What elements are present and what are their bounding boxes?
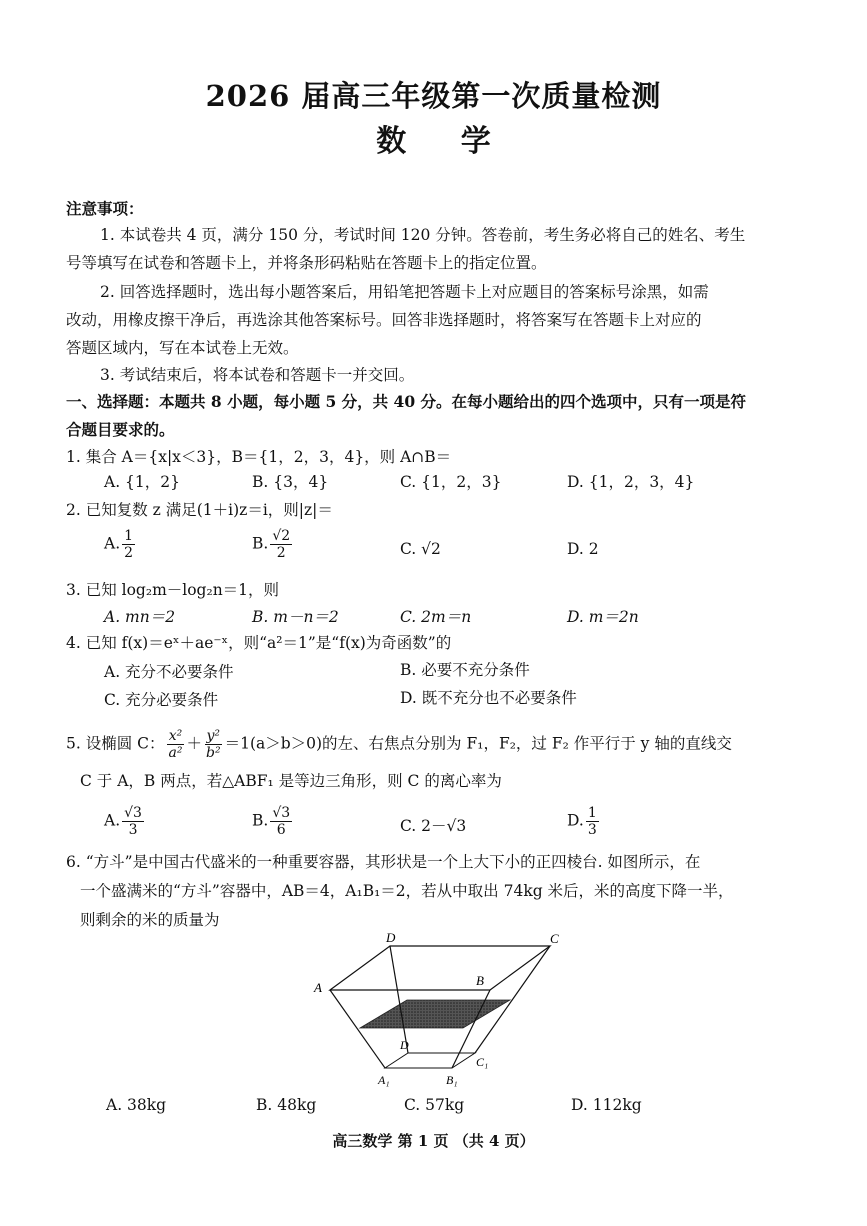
q3-stem: 3. 已知 log₂m－log₂n＝1，则	[66, 581, 280, 599]
notice-p3: 3. 考试结束后，将本试卷和答题卡一并交回。	[100, 366, 415, 384]
q5-y-den: b²	[206, 745, 221, 761]
q5-a-num: √3	[124, 805, 142, 821]
q6-option-d: D. 112kg	[571, 1096, 642, 1114]
notice-p2b: 改动，用橡皮擦干净后，再选涂其他答案标号。回答非选择题时，将答案写在答题卡上对应的	[66, 311, 702, 329]
edge-aa1	[330, 990, 385, 1068]
subject-title: 数 学	[376, 124, 513, 159]
q2-a-label: A.	[104, 534, 121, 553]
q5-y-fraction	[204, 728, 223, 761]
q2-b-fraction	[270, 528, 292, 561]
label-a: A	[314, 980, 322, 995]
q5-d-num: 1	[587, 805, 597, 821]
q5-plus: ＋	[186, 734, 202, 753]
q5-stem-line1	[66, 728, 806, 761]
q4-option-a: A. 充分不必要条件	[104, 663, 234, 681]
label-d1: D	[400, 1038, 409, 1052]
q5-x-num: x²	[168, 728, 183, 744]
q2-a-fraction	[122, 528, 135, 561]
q4-option-d: D. 既不充分也不必要条件	[400, 689, 577, 707]
q2-b-label: B.	[252, 534, 269, 553]
q5-b-den: 6	[276, 822, 286, 838]
q6-option-c: C. 57kg	[404, 1096, 465, 1114]
q6-option-a: A. 38kg	[106, 1096, 167, 1114]
q5-stem-a: 5. 设椭圆 C：	[66, 734, 165, 753]
q1-stem: 1. 集合 A＝{x|x＜3}，B＝{1，2，3，4}，则 A∩B＝	[66, 448, 452, 466]
label-a1: A₁	[378, 1073, 390, 1087]
q5-d-label: D.	[567, 811, 584, 830]
q2-b-num: √2	[272, 528, 291, 544]
rice-surface	[360, 1000, 510, 1028]
q5-option-a	[104, 805, 146, 838]
label-b: B	[476, 973, 484, 988]
q5-d-fraction	[586, 805, 599, 838]
q5-a-label: A.	[104, 811, 121, 830]
q5-a-den: 3	[128, 822, 138, 838]
q4-stem: 4. 已知 f(x)＝eˣ＋ae⁻ˣ，则“a²＝1”是“f(x)为奇函数”的	[66, 634, 452, 652]
edge-cc1	[475, 946, 550, 1053]
q5-option-d	[567, 805, 601, 838]
q4-option-c: C. 充分必要条件	[104, 691, 219, 709]
q5-x-fraction	[167, 728, 185, 761]
label-c1: C₁	[476, 1055, 489, 1069]
q6-stem-a: 6. “方斗”是中国古代盛米的一种重要容器，其形状是一个上大下小的正四棱台. 如图所示，在	[66, 853, 701, 871]
q3-option-c: C. 2m＝n	[400, 608, 472, 626]
q2-option-a	[104, 528, 137, 561]
notice-p2a: 2. 回答选择题时，选出每小题答案后，用铅笔把答题卡上对应题目的答案标号涂黑，如需	[100, 283, 709, 301]
q3-option-a: A. mn＝2	[104, 608, 176, 626]
section1-heading-b: 合题目要求的。	[66, 420, 175, 439]
frustum-top-face	[330, 946, 550, 990]
q2-a-den: 2	[124, 545, 134, 561]
q5-y-num: y²	[206, 728, 221, 744]
label-c: C	[550, 931, 559, 946]
q6-stem-b: 一个盛满米的“方斗”容器中，AB＝4，A₁B₁＝2，若从中取出 74kg 米后，米的高度下降一半，	[80, 882, 734, 900]
q2-option-b	[252, 528, 294, 561]
exam-title: 2026 届高三年级第一次质量检测	[205, 79, 662, 113]
q2-stem: 2. 已知复数 z 满足(1＋i)z＝i，则|z|＝	[66, 501, 333, 519]
edge-dd1	[390, 946, 408, 1053]
notice-p2c: 答题区域内，写在本试卷上无效。	[66, 339, 299, 357]
q5-d-den: 3	[587, 822, 597, 838]
section1-heading-a: 一、选择题：本题共 8 小题，每小题 5 分，共 40 分。在每小题给出的四个选项中，只有一项是符	[66, 392, 747, 411]
notice-p1b: 号等填写在试卷和答题卡上，并将条形码粘贴在答题卡上的指定位置。	[66, 254, 547, 272]
q1-option-b: B. {3，4}	[252, 473, 329, 491]
q3-option-b: B. m－n＝2	[252, 608, 339, 626]
notice-p1a: 1. 本试卷共 4 页，满分 150 分，考试时间 120 分钟。答卷前，考生务必将自己的姓名、考生	[100, 226, 746, 244]
q1-option-d: D. {1，2，3，4}	[567, 473, 695, 491]
q5-option-b	[252, 805, 294, 838]
q2-b-den: 2	[276, 545, 286, 561]
notice-heading: 注意事项：	[66, 199, 144, 218]
q6-stem-c: 则剩余的米的质量为	[80, 911, 220, 929]
q2-option-c: C. √2	[400, 540, 441, 558]
label-d: D	[386, 930, 396, 945]
q4-option-b: B. 必要不充分条件	[400, 661, 530, 679]
q5-stem-c: C 于 A，B 两点，若△ABF₁ 是等边三角形，则 C 的离心率为	[80, 772, 502, 790]
q5-option-c: C. 2－√3	[400, 817, 467, 835]
q5-b-fraction	[270, 805, 292, 838]
frustum-bottom-face	[385, 1053, 475, 1068]
q1-option-c: C. {1，2，3}	[400, 473, 502, 491]
frustum-figure	[300, 930, 580, 1090]
q5-x-den: a²	[168, 745, 183, 761]
q2-a-num: 1	[124, 528, 134, 544]
label-b1: B₁	[446, 1073, 458, 1087]
q3-option-d: D. m＝2n	[567, 608, 639, 626]
q5-b-num: √3	[272, 805, 291, 821]
page-footer: 高三数学 第 1 页 （共 4 页）	[332, 1132, 535, 1150]
q6-option-b: B. 48kg	[256, 1096, 317, 1114]
q5-b-label: B.	[252, 811, 269, 830]
q1-option-a: A. {1，2}	[104, 473, 180, 491]
q5-stem-b: ＝1(a＞b＞0)的左、右焦点分别为 F₁，F₂，过 F₂ 作平行于 y 轴的直线交	[224, 734, 732, 753]
q5-a-fraction	[122, 805, 144, 838]
q2-option-d: D. 2	[567, 540, 599, 558]
